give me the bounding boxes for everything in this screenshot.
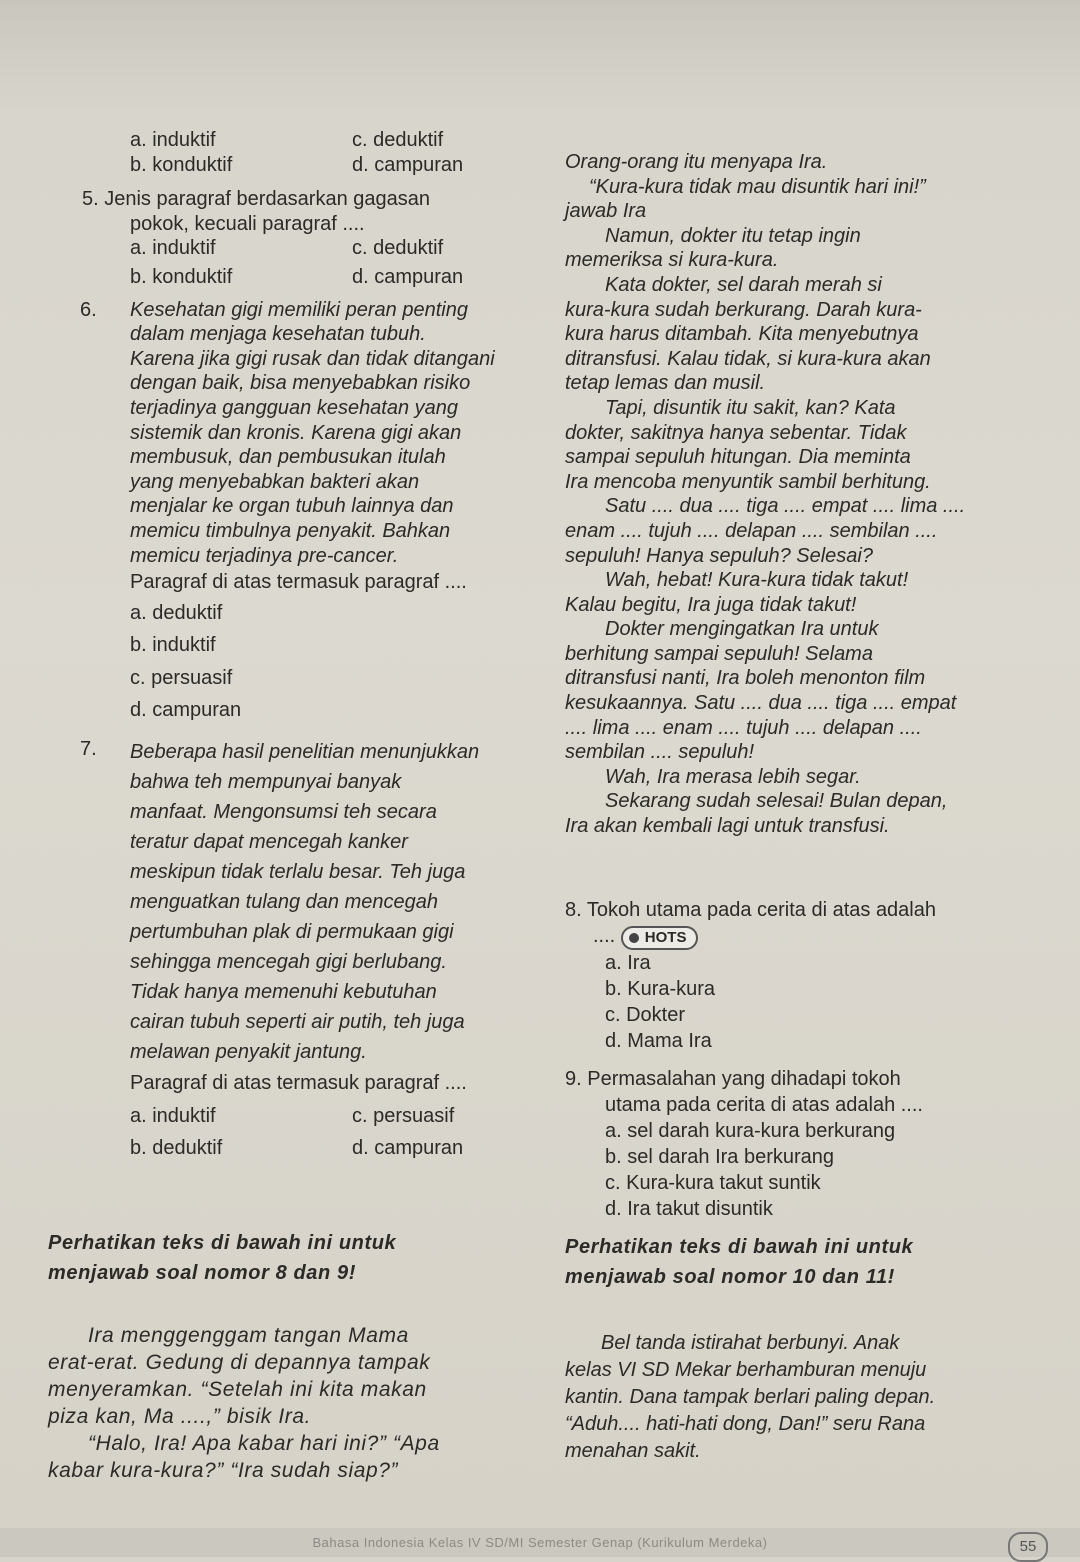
q6-passage [82, 298, 522, 569]
page-footer: Bahasa Indonesia Kelas IV SD/MI Semester Genap (Kurikulum Merdeka) [0, 1528, 1080, 1557]
story-right-line-14: Ira mencoba menyuntik sambil berhitung. [565, 470, 931, 493]
story-right-line-11: Tapi, disuntik itu sakit, kan? Kata [605, 396, 896, 419]
page-number: 55 [1008, 1532, 1048, 1562]
right-questions [565, 897, 1045, 1222]
hots-label: HOTS [644, 929, 687, 946]
story-left-line-5: “Halo, Ira! Apa kabar hari ini?” “Apa [88, 1432, 440, 1455]
story-right2-line-1: Bel tanda istirahat berbunyi. Anak [601, 1332, 900, 1354]
instruction-right [565, 1232, 1045, 1292]
q7-line-4: teratur dapat mencegah kanker [130, 831, 408, 854]
top-options-row-1 [82, 128, 522, 153]
q8-hots-row [565, 923, 1045, 950]
instruction-left-line-2: menjawab soal nomor 8 dan 9! [48, 1262, 356, 1284]
q8-option-a: a. Ira [605, 952, 651, 974]
story-right-line-6: Kata dokter, sel darah merah si [605, 273, 882, 296]
q6-option-d: d. campuran [130, 699, 242, 722]
q7-option-a: a. induktif [130, 1104, 216, 1127]
instruction-left-line-1: Perhatikan teks di bawah ini untuk [48, 1232, 397, 1254]
q8-option-b: b. Kura-kura [605, 978, 716, 1000]
story-right2-line-2: kelas VI SD Mekar berhamburan menuju [565, 1359, 927, 1381]
story-right-line-7: kura-kura sudah berkurang. Darah kura- [565, 298, 922, 321]
story-right-line-2: “Kura-kura tidak mau disuntik hari ini!” [589, 175, 926, 198]
story-right2-line-5: menahan sakit. [565, 1440, 701, 1462]
story-left-line-1: Ira menggenggam tangan Mama [88, 1324, 409, 1347]
q8-option-c: c. Dokter [605, 1004, 686, 1026]
story-right-line-12: dokter, sakitnya hanya sebentar. Tidak [565, 421, 907, 444]
option-b: b. konduktif [130, 153, 233, 176]
q6-line-10: memicu timbulnya penyakit. Bahkan [130, 519, 451, 542]
q9-stem-2: utama pada cerita di atas adalah .... [605, 1094, 923, 1116]
q6-option-c-row [82, 666, 522, 691]
story-right-line-28: Ira akan kembali lagi untuk transfusi. [565, 815, 890, 838]
left-column [82, 128, 522, 1161]
q9-option-d: d. Ira takut disuntik [605, 1198, 773, 1220]
q6-line-3: Karena jika gigi rusak dan tidak ditangani [130, 347, 495, 370]
q6 [82, 298, 522, 724]
story-right-line-8: kura harus ditambah. Kita menyebutnya [565, 323, 919, 346]
q7-line-1: Beberapa hasil penelitian menunjukkan [130, 741, 480, 764]
q7-options-row-1 [82, 1104, 522, 1129]
q7-number: 7. [80, 738, 97, 761]
q8-dots: .... [593, 925, 616, 947]
story-right-line-10: tetap lemas dan musil. [565, 372, 766, 395]
story-right-line-13: sampai sepuluh hitungan. Dia meminta [565, 446, 911, 469]
option-a: a. induktif [130, 129, 216, 151]
story-left-line-6: kabar kura-kura?” “Ira sudah siap?” [48, 1459, 399, 1482]
q8-option-d: d. Mama Ira [605, 1030, 712, 1052]
q7-options-row-2 [82, 1136, 522, 1161]
q6-line-8: yang menyebabkan bakteri akan [130, 470, 420, 493]
q7-line-2: bahwa teh mempunyai banyak [130, 771, 402, 794]
story-right [565, 150, 995, 839]
story-right2-line-4: “Aduh.... hati-hati dong, Dan!” seru Rana [565, 1413, 926, 1435]
q6-line-11: memicu terjadinya pre-cancer. [130, 544, 399, 567]
hots-badge [621, 926, 699, 950]
q9-option-c: c. Kura-kura takut suntik [605, 1172, 821, 1194]
instruction-right-line-1: Perhatikan teks di bawah ini untuk [565, 1236, 914, 1258]
story-right-line-3: jawab Ira [565, 200, 647, 223]
instruction-right-line-2: menjawab soal nomor 10 dan 11! [565, 1266, 895, 1288]
q7-line-8: sehingga mencegah gigi berlubang. [130, 951, 447, 974]
story-right-line-21: berhitung sampai sepuluh! Selama [565, 642, 873, 665]
story-right2-line-3: kantin. Dana tampak berlari paling depan. [565, 1386, 936, 1408]
story-right-line-24: .... lima .... enam .... tujuh .... delapan .... [565, 716, 922, 739]
story-right-line-23: kesukaannya. Satu .... dua .... tiga .... empat [565, 692, 957, 715]
story-right-line-25: sembilan .... sepuluh! [565, 741, 754, 764]
q6-line-5: terjadinya gangguan kesehatan yang [130, 396, 459, 419]
q7-option-d: d. campuran [352, 1137, 464, 1160]
story-right-line-5: memeriksa si kura-kura. [565, 249, 779, 272]
story-left-line-2: erat-erat. Gedung di depannya tampak [48, 1351, 431, 1374]
q6-line-4: dengan baik, bisa menyebabkan risiko [130, 372, 471, 395]
q6-option-b: b. induktif [130, 634, 216, 657]
q7-line-9: Tidak hanya memenuhi kebutuhan [130, 981, 437, 1004]
q5-stem-2: pokok, kecuali paragraf .... [130, 212, 365, 235]
q7-option-c: c. persuasif [352, 1104, 455, 1127]
q5-options-row-2 [82, 265, 522, 290]
hots-dot-icon [629, 933, 639, 943]
q6-option-b-row [82, 633, 522, 658]
q6-option-d-row [82, 698, 522, 723]
story-right-line-17: sepuluh! Hanya sepuluh? Selesai? [565, 544, 873, 567]
q7-line-10: cairan tubuh seperti air putih, teh juga [130, 1011, 465, 1034]
q6-number: 6. [80, 298, 97, 321]
q7-passage [82, 737, 522, 1067]
q7-line-3: manfaat. Mengonsumsi teh secara [130, 801, 437, 824]
story-right-line-20: Dokter mengingatkan Ira untuk [605, 618, 879, 641]
q5-option-a: a. induktif [130, 237, 216, 260]
story-right-line-19: Kalau begitu, Ira juga tidak takut! [565, 593, 857, 616]
story-right-line-26: Wah, Ira merasa lebih segar. [605, 765, 861, 788]
story-right-line-15: Satu .... dua .... tiga .... empat .... lima .... [605, 495, 966, 518]
story-right-line-22: ditransfusi nanti, Ira boleh menonton film [565, 667, 926, 690]
q6-line-6: sistemik dan kronis. Karena gigi akan [130, 421, 462, 444]
instruction-left [48, 1228, 528, 1288]
top-options-row-2 [82, 153, 522, 178]
q5-options-row-1 [82, 236, 522, 261]
q6-line-2: dalam menjaga kesehatan tubuh. [130, 323, 426, 346]
q7-line-7: pertumbuhan plak di permukaan gigi [130, 921, 454, 944]
q6-line-9: menjalar ke organ tubuh lainnya dan [130, 495, 454, 518]
story-left-line-4: piza kan, Ma ....,” bisik Ira. [48, 1405, 312, 1428]
q7 [82, 737, 522, 1161]
story-left [48, 1322, 518, 1484]
q9-stem-1: 9. Permasalahan yang dihadapi tokoh [565, 1068, 901, 1090]
q9-option-b: b. sel darah Ira berkurang [605, 1146, 835, 1168]
q7-question: Paragraf di atas termasuk paragraf .... [130, 1072, 467, 1095]
option-c: c. deduktif [352, 129, 444, 151]
page-top-shadow [0, 0, 1080, 110]
q7-option-b: b. deduktif [130, 1137, 223, 1160]
story-right-line-1: Orang-orang itu menyapa Ira. [565, 151, 828, 173]
q7-line-5: meskipun tidak terlalu besar. Teh juga [130, 861, 466, 884]
q6-question: Paragraf di atas termasuk paragraf .... [130, 571, 467, 594]
q7-line-6: menguatkan tulang dan mencegah [130, 891, 439, 914]
q6-option-a-row [82, 601, 522, 626]
q5-option-d: d. campuran [352, 265, 464, 288]
q7-line-11: melawan penyakit jantung. [130, 1041, 367, 1064]
q9-option-a: a. sel darah kura-kura berkurang [605, 1120, 896, 1142]
q6-option-a: a. deduktif [130, 601, 223, 624]
option-d: d. campuran [352, 153, 464, 176]
q6-line-1: Kesehatan gigi memiliki peran penting [130, 298, 468, 321]
story-right-line-4: Namun, dokter itu tetap ingin [605, 224, 861, 247]
q5-stem-1: 5. Jenis paragraf berdasarkan gagasan [82, 188, 431, 211]
q6-line-7: membusuk, dan pembusukan itulah [130, 446, 446, 469]
q8-stem: 8. Tokoh utama pada cerita di atas adalah [565, 899, 936, 921]
q6-option-c: c. persuasif [130, 666, 233, 689]
q5-option-b: b. konduktif [130, 265, 233, 288]
story-right-line-9: ditransfusi. Kalau tidak, si kura-kura akan [565, 347, 931, 370]
story-right-line-16: enam .... tujuh .... delapan .... sembilan .... [565, 519, 938, 542]
story-right-2 [565, 1330, 1035, 1465]
story-left-line-3: menyeramkan. “Setelah ini kita makan [48, 1378, 427, 1401]
story-right-line-27: Sekarang sudah selesai! Bulan depan, [605, 790, 948, 813]
q5-option-c: c. deduktif [352, 237, 444, 260]
story-right-line-18: Wah, hebat! Kura-kura tidak takut! [605, 569, 909, 592]
